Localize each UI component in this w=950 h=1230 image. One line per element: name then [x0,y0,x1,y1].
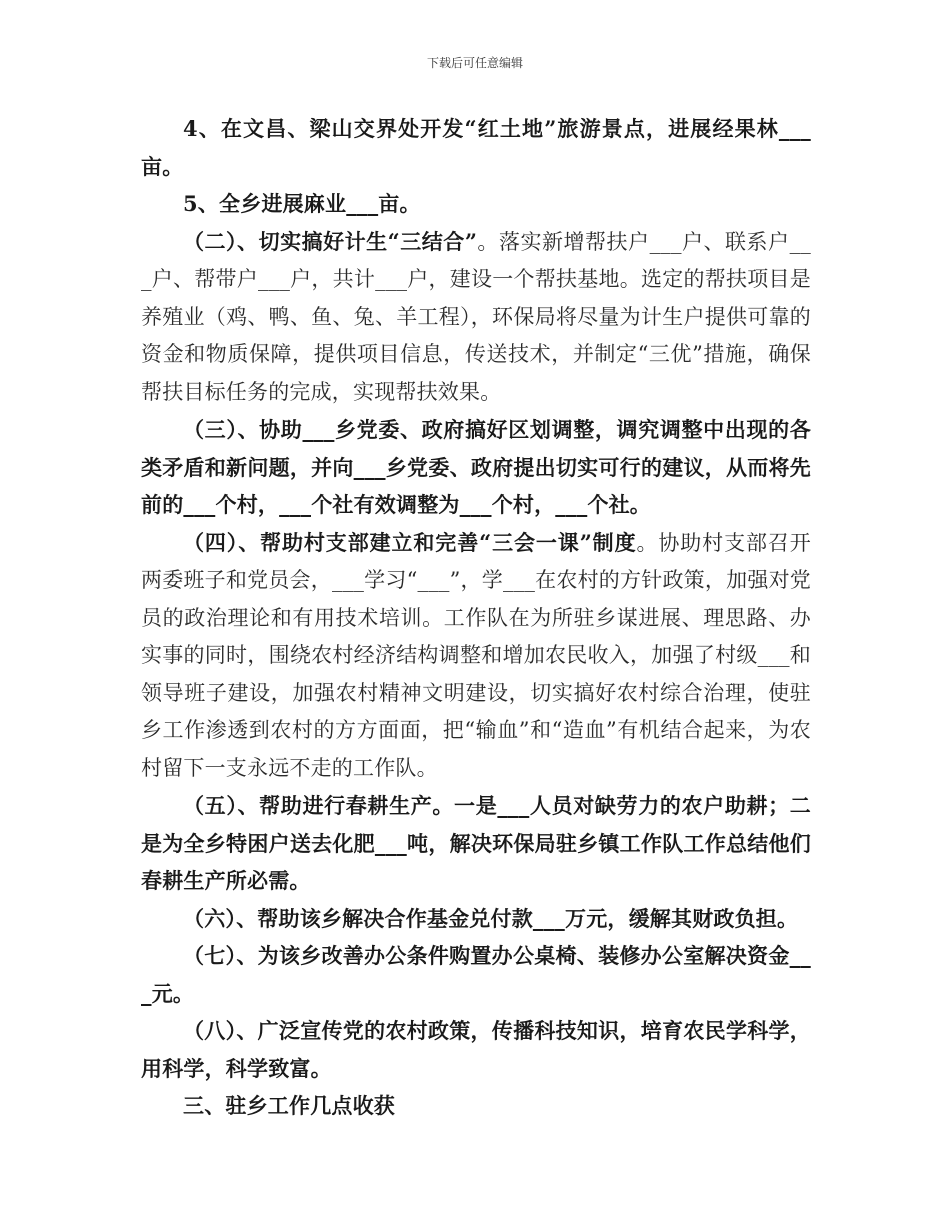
paragraph-section-5: （五）、帮助进行春耕生产。一是___人员对缺劳力的农户助耕；二是为全乡特困户送去化肥___吨，解决环保局驻乡镇工作队工作总结他们春耕生产所必需。 [141,793,811,893]
paragraph-section-2 [141,223,811,412]
paragraph-section-3: （三）、协助___乡党委、政府搞好区划调整，调究调整中出现的各类矛盾和新问题，并向___乡党委、政府提出切实可行的建议，从而将先前的___个村，___个社有效调整为___个村，___个社。 [141,417,811,517]
paragraph-section-8: （八）、广泛宣传党的农村政策，传播科技知识，培育农民学科学，用科学，科学致富。 [141,1018,811,1081]
section-2-body: 。落实新增帮扶户___户、联系户___户、帮带户___户，共计___户，建设一个帮扶基地。选定的帮扶项目是养殖业（鸡、鸭、鱼、兔、羊工程），环保局将尽量为计生户提供可靠的资金和物质保障，提供项目信息，传送技术，并制定“三优”措施，确保帮扶目标任务的完成，实现帮扶效果。 [141,229,811,404]
document-body [141,110,811,1125]
paragraph-section-6: （六）、帮助该乡解决合作基金兑付款___万元，缓解其财政负担。 [183,905,799,931]
paragraph-section-7: （七）、为该乡改善办公条件购置办公桌椅、装修办公室解决资金___元。 [141,943,811,1006]
paragraph-item-5: 5、全乡进展麻业___亩。 [183,191,421,216]
paragraph-section-4 [141,524,811,788]
section-2-heading: （二）、切实搞好计生“三结合” [183,228,478,254]
section-4-body: 。协助村支部召开两委班子和党员会，___学习“___”，学___在农村的方针政策，加强对党员的政治理论和有用技术培训。工作队在为所驻乡谋进展、理思路、办实事的同时，围绕农村经济结构调整和增加农民收入，加强了村级___和领导班子建设，加强农村精神文明建设，切实搞好农村综合治理，使驻乡工作渗透到农村的方方面面，把“输血”和“造血”有机结合起来，为农村留下一支永远不走的工作队。 [141,530,811,780]
paragraph-item-4: 4、在文昌、梁山交界处开发“红土地”旅游景点，进展经果林___亩。 [141,116,811,179]
page-header: 下载后可任意编辑 [426,56,523,70]
section-3-title: 三、驻乡工作几点收获 [183,1093,395,1118]
section-4-heading: （四）、帮助村支部建立和完善“三会一课”制度 [183,529,637,555]
